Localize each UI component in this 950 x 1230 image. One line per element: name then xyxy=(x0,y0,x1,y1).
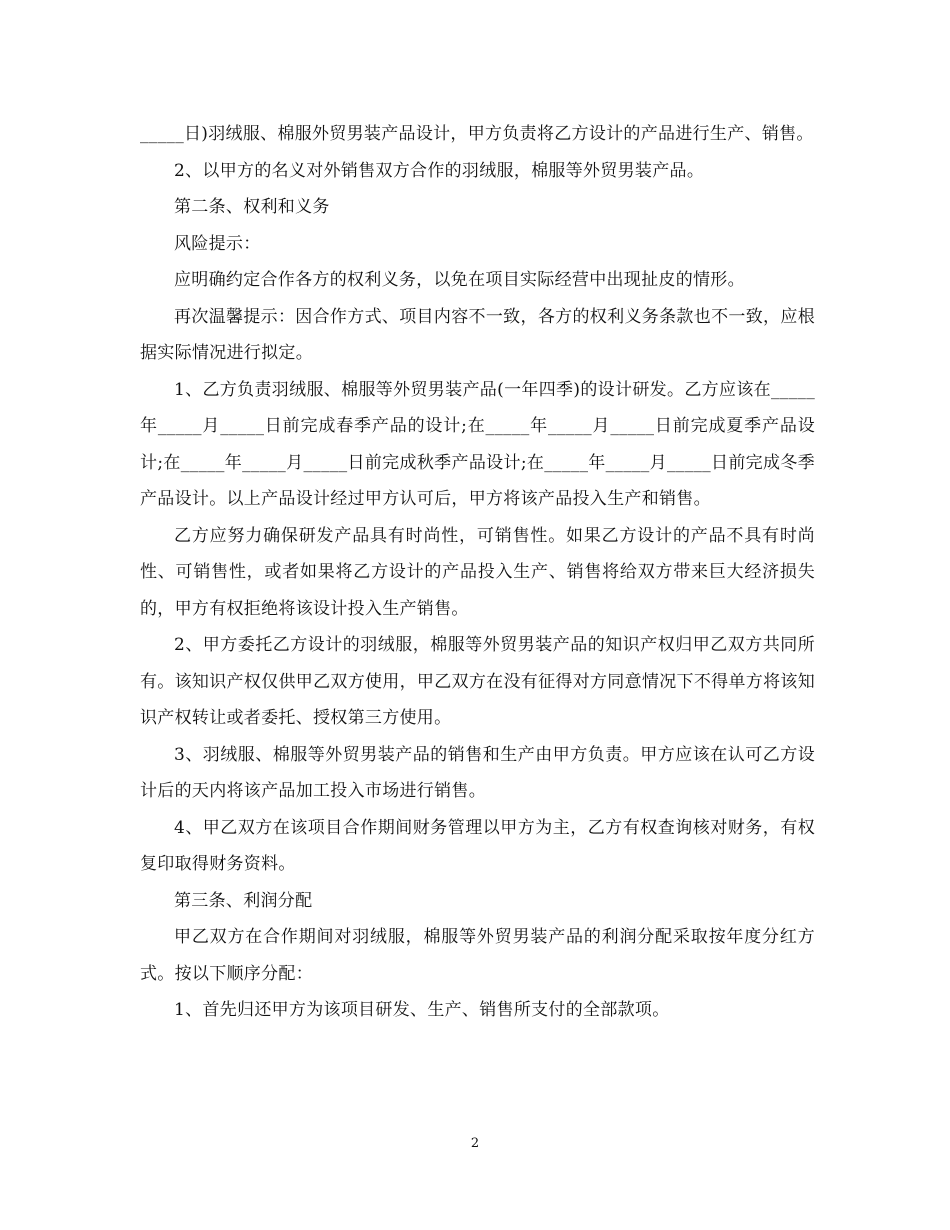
paragraph-design-schedule: 1、乙方负责羽绒服、棉服等外贸男装产品(一年四季)的设计研发。乙方应该在_____年_____月_____日前完成春季产品的设计;在_____年_____月_____日前完成夏季产品设计;在_____年_____月_____日前完成秋季产品设计;在_____年_____月_____日前完成冬季产品设计。以上产品设计经过甲方认可后，甲方将该产品投入生产和销售。 xyxy=(140,379,815,509)
page-number: 2 xyxy=(470,1136,480,1151)
paragraph-profit-method: 甲乙双方在合作期间对羽绒服，棉服等外贸男装产品的利润分配采取按年度分红方式。按以下顺序分配： xyxy=(140,927,815,984)
paragraph-design-quality: 乙方应努力确保研发产品具有时尚性，可销售性。如果乙方设计的产品不具有时尚性、可销售性，或者如果将乙方设计的产品投入生产、销售将给双方带来巨大经济损失的，甲方有权拒绝将该设计投入生产销售。 xyxy=(140,525,815,619)
paragraph-intellectual-property: 2、甲方委托乙方设计的羽绒服，棉服等外贸男装产品的知识产权归甲乙双方共同所有。该知识产权仅供甲乙双方使用，甲乙双方在没有征得对方同意情况下不得单方将该知识产权转让或者委托、授权第三方使用。 xyxy=(140,635,815,728)
section-heading-profit-distribution: 第三条、利润分配 xyxy=(174,890,313,911)
risk-notice-label: 风险提示： xyxy=(174,233,261,254)
paragraph-continuation: _____日)羽绒服、棉服外贸男装产品设计，甲方负责将乙方设计的产品进行生产、销售。 xyxy=(140,124,814,144)
paragraph-clause-2: 2、以甲方的名义对外销售双方合作的羽绒服，棉服等外贸男装产品。 xyxy=(174,160,705,181)
risk-notice-text: 应明确约定合作各方的权利义务，以免在项目实际经营中出现扯皮的情形。 xyxy=(174,270,745,290)
section-heading-rights-obligations: 第二条、权利和义务 xyxy=(174,197,330,217)
paragraph-production-sales: 3、羽绒服、棉服等外贸男装产品的销售和生产由甲方负责。甲方应该在认可乙方设计后的天内将该产品加工投入市场进行销售。 xyxy=(140,744,815,801)
paragraph-financial-management: 4、甲乙双方在该项目合作期间财务管理以甲方为主，乙方有权查询核对财务，有权复印取得财务资料。 xyxy=(140,817,815,874)
reminder-text: 再次温馨提示：因合作方式、项目内容不一致，各方的权利义务条款也不一致，应根据实际情况进行拟定。 xyxy=(140,306,815,363)
paragraph-profit-order-1: 1、首先归还甲方为该项目研发、生产、销售所支付的全部款项。 xyxy=(174,1000,670,1020)
document-body xyxy=(140,116,815,1029)
